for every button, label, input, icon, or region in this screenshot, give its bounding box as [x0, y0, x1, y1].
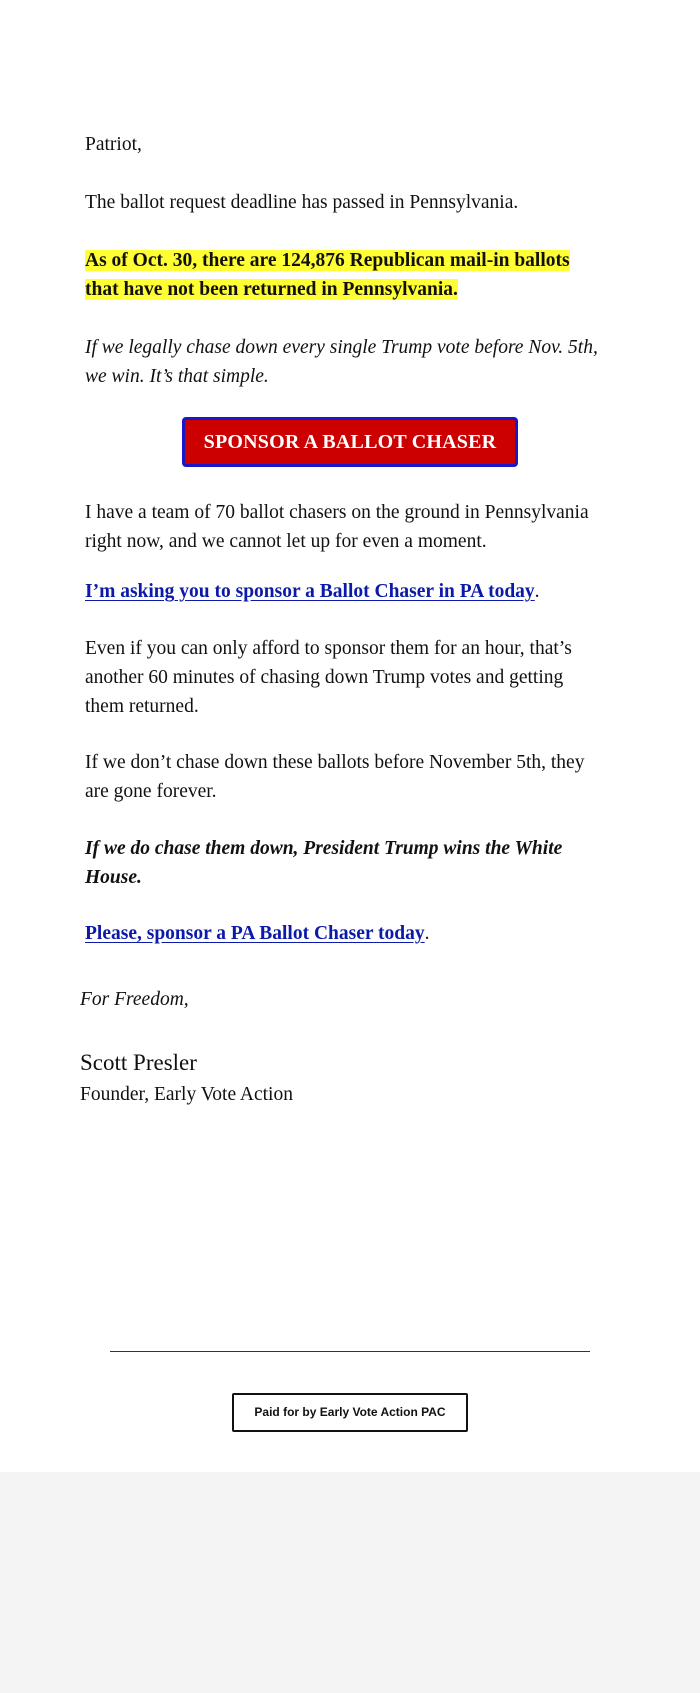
highlight-line-1: As of Oct. 30, there are 124,876 Republican mail-in ballots	[85, 250, 570, 271]
bold-italic-statement	[85, 834, 625, 892]
sponsor-ballot-chaser-link[interactable]: I’m asking you to sponsor a Ballot Chaser in PA today	[85, 581, 535, 602]
warning-line-2: are gone forever.	[85, 781, 217, 802]
team-line-2: right now, and we cannot let up for even a moment.	[85, 531, 487, 552]
highlighted-statement	[85, 246, 625, 304]
afford-paragraph	[85, 634, 625, 721]
afford-line-3: them returned.	[85, 696, 199, 717]
deadline-paragraph: The ballot request deadline has passed in Pennsylvania.	[85, 192, 519, 213]
link-2-period: .	[424, 923, 430, 944]
warning-line-1: If we don’t chase down these ballots before November 5th, they	[85, 752, 585, 773]
afford-line-2: another 60 minutes of chasing down Trump votes and getting	[85, 667, 564, 688]
page-footer-background	[0, 1472, 700, 1693]
footer-divider	[110, 1351, 590, 1352]
paid-for-disclaimer: Paid for by Early Vote Action PAC	[232, 1393, 468, 1432]
italic-line-2: we win. It’s that simple.	[85, 366, 269, 387]
greeting: Patriot,	[85, 134, 142, 155]
bold-italic-line-1: If we do chase them down, President Trump wins the White	[85, 838, 563, 859]
team-line-1: I have a team of 70 ballot chasers on the ground in Pennsylvania	[85, 502, 589, 523]
highlight-line-2: that have not been returned in Pennsylvania.	[85, 279, 458, 300]
cta-container	[0, 417, 700, 467]
signature-name: Scott Presler	[80, 1050, 197, 1075]
afford-line-1: Even if you can only afford to sponsor them for an hour, that’s	[85, 638, 572, 659]
italic-statement	[85, 333, 625, 391]
deadline-warning-paragraph	[85, 748, 625, 806]
sponsor-pa-ballot-chaser-link[interactable]: Please, sponsor a PA Ballot Chaser today	[85, 923, 425, 944]
signature-closing: For Freedom,	[80, 989, 189, 1010]
team-paragraph	[85, 498, 625, 556]
sponsor-today-paragraph	[85, 919, 625, 948]
sponsor-link-paragraph	[85, 577, 625, 606]
signature-title: Founder, Early Vote Action	[80, 1084, 293, 1105]
link-1-period: .	[534, 581, 540, 602]
sponsor-ballot-chaser-button[interactable]: SPONSOR A BALLOT CHASER	[182, 417, 518, 467]
italic-line-1: If we legally chase down every single Trump vote before Nov. 5th,	[85, 337, 598, 358]
bold-italic-line-2: House.	[85, 867, 142, 888]
